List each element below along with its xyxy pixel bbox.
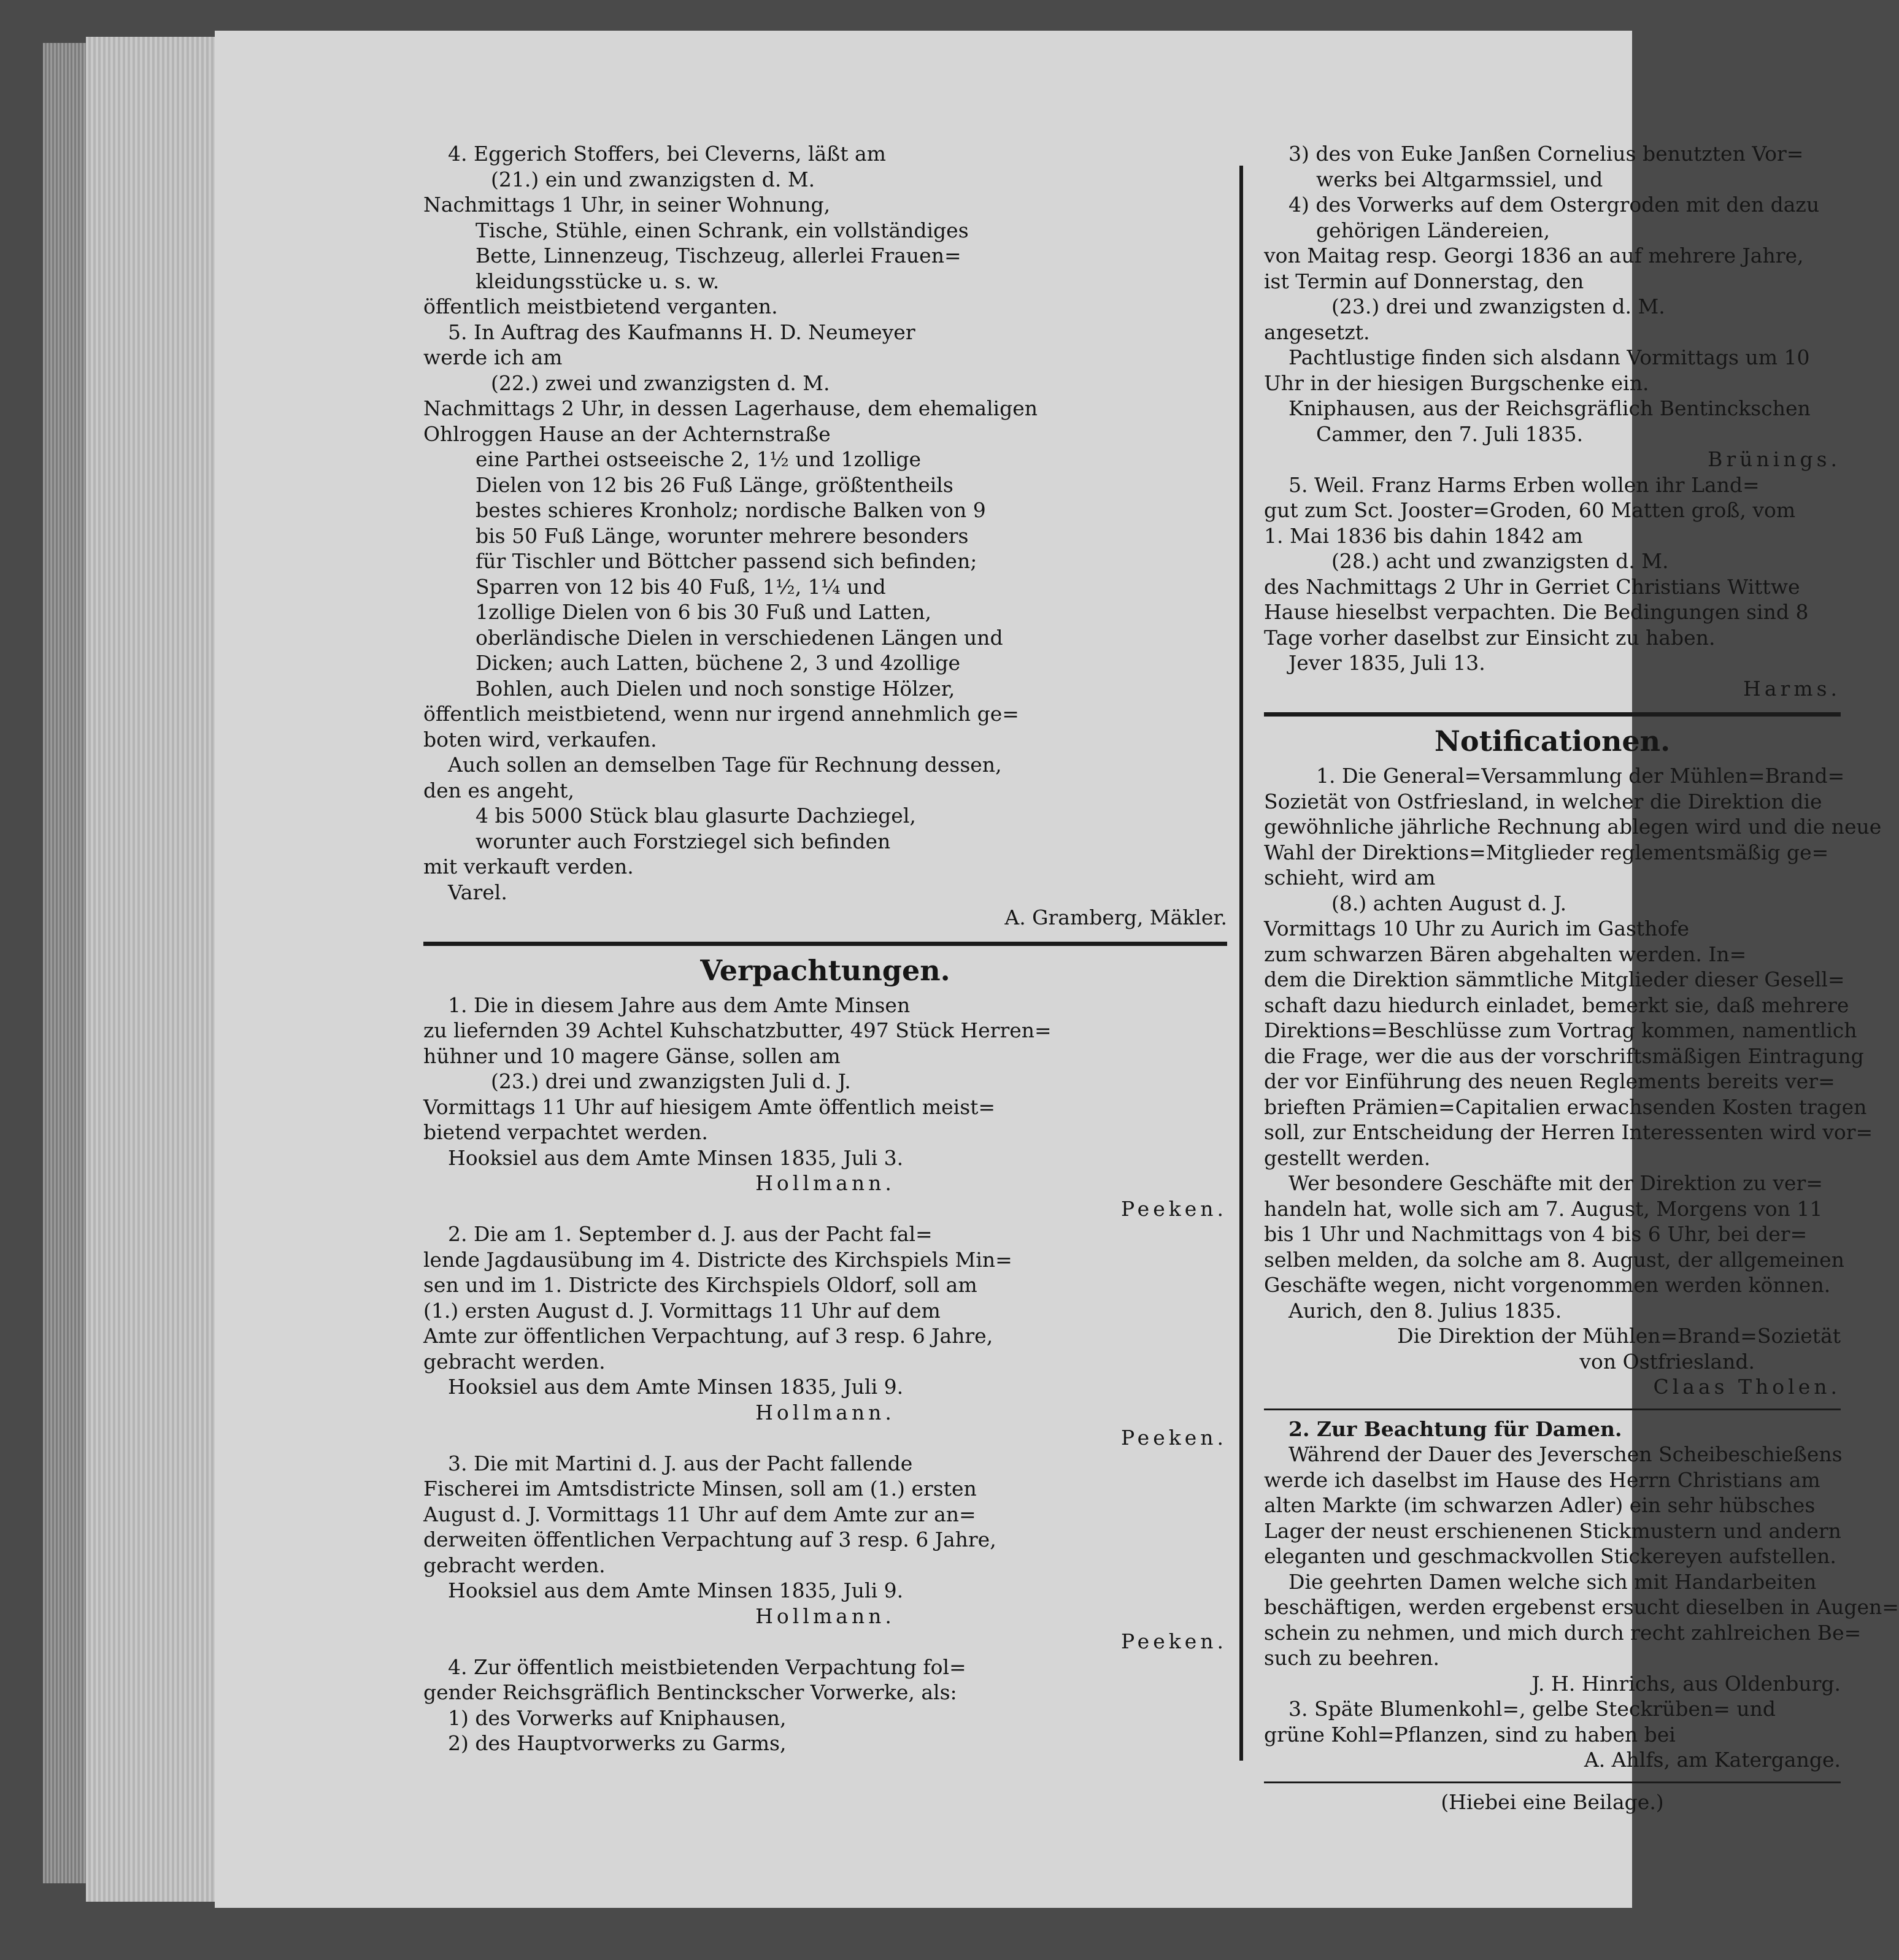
- signature-line: Harms.: [1743, 676, 1841, 701]
- text-line: 1zollige Dielen von 6 bis 30 Fuß und Latten,: [476, 600, 931, 624]
- text-line: Hooksiel aus dem Amte Minsen 1835, Juli 9.: [448, 1375, 904, 1399]
- text-line: Dielen von 12 bis 26 Fuß Länge, größtentheils: [476, 472, 953, 497]
- text-line: schaft dazu hiedurch einladet, bemerkt sie, daß mehrere: [1264, 993, 1849, 1017]
- page-stack-edge: [86, 37, 227, 1902]
- notice-rule: [1264, 1409, 1841, 1410]
- section-heading-verpachtungen: Verpachtungen.: [700, 953, 950, 987]
- text-line: gebracht werden.: [423, 1349, 606, 1374]
- text-line: 4. Eggerich Stoffers, bei Cleverns, läßt am: [448, 142, 886, 166]
- text-line: Die geehrten Damen welche sich mit Handarbeiten: [1288, 1569, 1817, 1594]
- text-line: von Maitag resp. Georgi 1836 an auf mehrere Jahre,: [1264, 244, 1804, 267]
- text-line: gehörigen Ländereien,: [1316, 218, 1550, 242]
- text-line: Geschäfte wegen, nicht vorgenommen werden können.: [1264, 1273, 1831, 1297]
- text-line: Vormittags 10 Uhr zu Aurich im Gasthofe: [1264, 917, 1690, 940]
- text-line: Hooksiel aus dem Amte Minsen 1835, Juli 9.: [448, 1578, 904, 1602]
- text-line: brieften Prämien=Capitalien erwachsenden Kosten tragen: [1264, 1094, 1867, 1119]
- text-line: mit verkauft verden.: [423, 855, 634, 878]
- text-line: beschäftigen, werden ergebenst ersucht dieselben in Augen=: [1264, 1595, 1899, 1619]
- signature-line: Peeken.: [1120, 1196, 1227, 1221]
- text-line: Dicken; auch Latten, büchene 2, 3 und 4zollige: [476, 651, 960, 675]
- text-line: Auch sollen an demselben Tage für Rechnung dessen,: [448, 753, 1002, 777]
- text-line: (21.) ein und zwanzigsten d. M.: [491, 167, 815, 191]
- text-line: Ohlroggen Hause an der Achternstraße: [423, 421, 831, 446]
- text-line: Tische, Stühle, einen Schrank, ein vollständiges: [476, 218, 969, 242]
- text-line: (28.) acht und zwanzigsten d. M.: [1331, 549, 1669, 573]
- right-column: [1264, 141, 1899, 1815]
- text-line: Sparren von 12 bis 40 Fuß, 1½, 1¼ und: [476, 574, 886, 599]
- signature-line: Hollmann.: [755, 1400, 895, 1424]
- footer-rule: [1264, 1781, 1841, 1783]
- text-line: eine Parthei ostseeische 2, 1½ und 1zollige: [476, 447, 922, 471]
- text-line: Jever 1835, Juli 13.: [1288, 651, 1485, 675]
- text-line: 1. Die General=Versammlung der Mühlen=Brand=: [1316, 764, 1845, 788]
- section-heading-notificationen: Notificationen.: [1434, 724, 1671, 758]
- text-line: Fischerei im Amtsdistricte Minsen, soll am (1.) ersten: [423, 1477, 977, 1501]
- text-line: soll, zur Entscheidung der Herren Interessenten wird vor=: [1264, 1120, 1873, 1144]
- lease-notice-4: [423, 1654, 1227, 1756]
- text-line: der vor Einführung des neuen Reglements bereits ver=: [1264, 1069, 1835, 1093]
- text-line: bietend verpachtet werden.: [423, 1120, 708, 1144]
- text-line: Cammer, den 7. Juli 1835.: [1316, 421, 1584, 446]
- signature-line: A. Ahlfs, am Katergange.: [1584, 1748, 1841, 1772]
- text-line: alten Markte (im schwarzen Adler) ein sehr hübsches: [1264, 1493, 1816, 1517]
- notice-3: [1264, 1696, 1841, 1773]
- lease-notice-4-continued: [1264, 141, 1841, 472]
- auction-notice-5: [423, 320, 1227, 931]
- notice-2: [1264, 1416, 1899, 1697]
- notice-title: 2. Zur Beachtung für Damen.: [1288, 1416, 1622, 1441]
- text-line: Hooksiel aus dem Amte Minsen 1835, Juli 3.: [448, 1145, 904, 1170]
- text-line: (22.) zwei und zwanzigsten d. M.: [491, 371, 830, 395]
- signature-line: Peeken.: [1120, 1629, 1227, 1653]
- text-line: öffentlich meistbietend, wenn nur irgend annehmlich ge=: [423, 702, 1019, 726]
- text-line: 4. Zur öffentlich meistbietenden Verpachtung fol=: [448, 1654, 966, 1679]
- signature-line: J. H. Hinrichs, aus Oldenburg.: [1531, 1671, 1841, 1696]
- section-rule: [423, 942, 1227, 946]
- text-line: August d. J. Vormittags 11 Uhr auf dem Amte zur an=: [423, 1502, 976, 1526]
- text-line: für Tischler und Böttcher passend sich befinden;: [476, 549, 977, 573]
- text-line: schein zu nehmen, und mich durch recht zahlreichen Be=: [1264, 1620, 1862, 1645]
- signature-line: Hollmann.: [755, 1604, 895, 1628]
- text-line: worunter auch Forstziegel sich befinden: [476, 829, 891, 853]
- text-line: 5. In Auftrag des Kaufmanns H. D. Neumeyer: [448, 320, 915, 344]
- text-line: bis 1 Uhr und Nachmittags von 4 bis 6 Uhr, bei der=: [1264, 1222, 1808, 1246]
- text-line: 3) des von Euke Janßen Cornelius benutzten Vor=: [1288, 142, 1804, 166]
- text-line: Nachmittags 2 Uhr, in dessen Lagerhause, dem ehemaligen: [423, 396, 1038, 420]
- text-line: (1.) ersten August d. J. Vormittags 11 Uhr auf dem: [423, 1298, 941, 1323]
- text-line: Hause hieselbst verpachten. Die Bedingungen sind 8: [1264, 600, 1809, 624]
- text-line: bestes schieres Kronholz; nordische Balken von 9: [476, 498, 986, 522]
- text-line: Kniphausen, aus der Reichsgräflich Bentinckschen: [1288, 396, 1811, 420]
- text-line: des Nachmittags 2 Uhr in Gerriet Christians Wittwe: [1264, 574, 1800, 599]
- lease-notice-2: [423, 1221, 1227, 1451]
- text-line: Wahl der Direktions=Mitglieder reglementsmäßig ge=: [1264, 840, 1829, 864]
- column-divider: [1239, 166, 1243, 1761]
- text-line: Während der Dauer des Jeverschen Scheibeschießens: [1288, 1442, 1843, 1466]
- text-line: sen und im 1. Districte des Kirchspiels Oldorf, soll am: [423, 1273, 977, 1297]
- text-line: Pachtlustige finden sich alsdann Vormittags um 10: [1288, 345, 1810, 369]
- text-line: zu liefernden 39 Achtel Kuhschatzbutter, 497 Stück Herren=: [423, 1018, 1052, 1042]
- text-line: 1. Die in diesem Jahre aus dem Amte Minsen: [448, 993, 911, 1017]
- text-line: derweiten öffentlichen Verpachtung auf 3 resp. 6 Jahre,: [423, 1528, 996, 1551]
- text-line: Lager der neust erschienenen Stickmustern und andern: [1264, 1518, 1841, 1543]
- signature-line: Hollmann.: [755, 1171, 895, 1195]
- text-line: Vormittags 11 Uhr auf hiesigem Amte öffentlich meist=: [423, 1094, 996, 1119]
- text-line: bis 50 Fuß Länge, worunter mehrere besonders: [476, 523, 969, 548]
- text-line: Varel.: [448, 880, 507, 904]
- text-line: dem die Direktion sämmtliche Mitglieder dieser Gesell=: [1264, 967, 1845, 991]
- text-line: angesetzt.: [1264, 320, 1370, 344]
- text-line: Bohlen, auch Dielen und noch sonstige Hölzer,: [476, 676, 955, 701]
- text-line: Nachmittags 1 Uhr, in seiner Wohnung,: [423, 193, 831, 217]
- text-line: such zu beehren.: [1264, 1646, 1440, 1670]
- text-line: eleganten und geschmackvollen Stickereyen aufstellen.: [1264, 1544, 1836, 1568]
- text-line: hühner und 10 magere Gänse, sollen am: [423, 1043, 841, 1068]
- text-line: werde ich am: [423, 345, 563, 369]
- signature-line: A. Gramberg, Mäkler.: [1004, 905, 1227, 929]
- text-line: (23.) drei und zwanzigsten d. M.: [1331, 294, 1665, 318]
- text-line: ist Termin auf Donnerstag, den: [1264, 269, 1584, 293]
- text-line: Direktions=Beschlüsse zum Vortrag kommen, namentlich: [1264, 1018, 1857, 1042]
- text-line: 1) des Vorwerks auf Kniphausen,: [448, 1705, 787, 1730]
- text-line: Uhr in der hiesigen Burgschenke ein.: [1264, 371, 1649, 395]
- text-line: 3. Die mit Martini d. J. aus der Pacht fallende: [448, 1451, 913, 1475]
- text-line: selben melden, da solche am 8. August, der allgemeinen: [1264, 1247, 1844, 1272]
- text-line: grüne Kohl=Pflanzen, sind zu haben bei: [1264, 1722, 1676, 1747]
- text-line: gender Reichsgräflich Bentinckscher Vorwerke, als:: [423, 1680, 957, 1704]
- text-line: werde ich daselbst im Hause des Herrn Christians am: [1264, 1467, 1820, 1492]
- text-line: (8.) achten August d. J.: [1331, 891, 1567, 915]
- text-line: schieht, wird am: [1264, 866, 1436, 890]
- text-line: 2. Die am 1. September d. J. aus der Pacht fal=: [448, 1222, 933, 1246]
- text-line: gut zum Sct. Jooster=Groden, 60 Matten groß, vom: [1264, 498, 1796, 522]
- newspaper-page: [215, 31, 1899, 1908]
- book-edge: [43, 43, 92, 1883]
- text-line: 4 bis 5000 Stück blau glasurte Dachziegel,: [476, 804, 916, 828]
- text-line: Amte zur öffentlichen Verpachtung, auf 3 resp. 6 Jahre,: [423, 1324, 993, 1348]
- lease-notice-3: [423, 1451, 1227, 1654]
- text-line: gestellt werden.: [1264, 1145, 1431, 1170]
- signature-line: Peeken.: [1120, 1426, 1227, 1450]
- text-line: lende Jagdausübung im 4. Districte des Kirchspiels Min=: [423, 1247, 1012, 1272]
- text-line: Bette, Linnenzeug, Tischzeug, allerlei Frauen=: [476, 244, 961, 267]
- text-line: den es angeht,: [423, 778, 574, 802]
- text-line: die Frage, wer die aus der vorschriftsmäßigen Eintragung: [1264, 1043, 1864, 1068]
- text-line: Wer besondere Geschäfte mit der Direktion zu ver=: [1288, 1171, 1823, 1195]
- text-line: öffentlich meistbietend verganten.: [423, 294, 778, 318]
- text-line: 5. Weil. Franz Harms Erben wollen ihr Land=: [1288, 472, 1760, 497]
- text-line: Tage vorher daselbst zur Einsicht zu haben.: [1264, 625, 1716, 650]
- text-line: (23.) drei und zwanzigsten Juli d. J.: [491, 1069, 851, 1093]
- text-line: oberländische Dielen in verschiedenen Längen und: [476, 625, 1003, 650]
- text-line: 2) des Hauptvorwerks zu Garms,: [448, 1731, 787, 1755]
- signature-line: von Ostfriesland.: [1579, 1349, 1755, 1374]
- text-line: 3. Späte Blumenkohl=, gelbe Steckrüben= und: [1288, 1697, 1776, 1721]
- text-line: 4) des Vorwerks auf dem Ostergroden mit den dazu: [1288, 193, 1820, 217]
- lease-notice-1: [423, 993, 1227, 1222]
- signature-line: Die Direktion der Mühlen=Brand=Sozietät: [1397, 1324, 1841, 1348]
- text-line: gewöhnliche jährliche Rechnung ablegen wird und die neue: [1264, 815, 1882, 839]
- text-line: Aurich, den 8. Julius 1835.: [1288, 1298, 1562, 1323]
- lease-notice-5: [1264, 472, 1841, 702]
- text-line: gebracht werden.: [423, 1553, 606, 1577]
- supplement-note: (Hiebei eine Beilage.): [1441, 1789, 1664, 1814]
- text-line: handeln hat, wolle sich am 7. August, Morgens von 11: [1264, 1196, 1823, 1221]
- text-line: zum schwarzen Bären abgehalten werden. In=: [1264, 942, 1747, 966]
- section-rule: [1264, 712, 1841, 717]
- text-line: werks bei Altgarmssiel, und: [1316, 167, 1603, 191]
- notice-1: [1264, 763, 1882, 1400]
- text-line: Sozietät von Ostfriesland, in welcher die Direktion die: [1264, 789, 1822, 813]
- signature-line: Brünings.: [1708, 447, 1841, 471]
- text-line: 1. Mai 1836 bis dahin 1842 am: [1264, 523, 1583, 548]
- signature-line: Claas Tholen.: [1653, 1375, 1841, 1399]
- auction-notice-4: [423, 141, 1227, 320]
- text-line: boten wird, verkaufen.: [423, 727, 657, 751]
- left-column: [423, 141, 1227, 1756]
- text-line: kleidungsstücke u. s. w.: [476, 269, 720, 293]
